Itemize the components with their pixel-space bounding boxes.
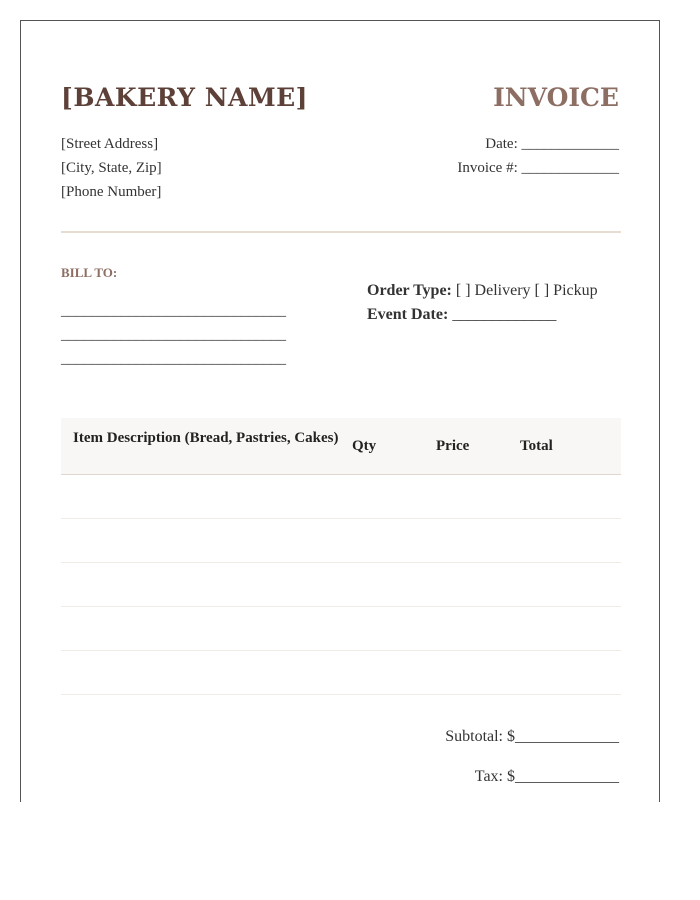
col-qty: Qty xyxy=(352,438,377,454)
date-field: Date: _____________ xyxy=(485,136,619,152)
col-description: Item Description (Bread, Pastries, Cakes) xyxy=(73,430,339,446)
table-row xyxy=(61,607,621,651)
order-type xyxy=(367,282,598,300)
event-date xyxy=(367,306,556,324)
order-type-label: Order Type: xyxy=(367,282,452,299)
invoice-sheet xyxy=(20,20,660,802)
table-row xyxy=(61,519,621,563)
bill-to-line: ______________________________ xyxy=(61,351,286,367)
order-type-options: [ ] Delivery [ ] Pickup xyxy=(451,282,598,299)
bill-to-label: BILL TO: xyxy=(61,265,118,280)
bill-to-line: ______________________________ xyxy=(61,303,286,319)
invoice-number-field: Invoice #: _____________ xyxy=(457,160,619,176)
table-row xyxy=(61,563,621,607)
event-date-blank: _____________ xyxy=(448,306,557,323)
city-state-zip: [City, State, Zip] xyxy=(61,160,162,176)
items-table xyxy=(61,418,621,695)
col-price: Price xyxy=(436,438,470,454)
table-row xyxy=(61,651,621,695)
header-divider xyxy=(61,231,621,233)
phone-number: [Phone Number] xyxy=(61,184,162,200)
bakery-name: [BAKERY NAME] xyxy=(61,83,309,112)
tax-field: Tax: $_____________ xyxy=(474,768,619,785)
items-table-header xyxy=(61,418,621,475)
invoice-title: INVOICE xyxy=(493,83,619,112)
col-total: Total xyxy=(520,438,553,454)
bill-to-line: ______________________________ xyxy=(61,327,286,343)
subtotal-field: Subtotal: $_____________ xyxy=(445,728,619,745)
event-date-label: Event Date: xyxy=(367,306,449,323)
street-address: [Street Address] xyxy=(61,136,159,152)
table-row xyxy=(61,475,621,519)
